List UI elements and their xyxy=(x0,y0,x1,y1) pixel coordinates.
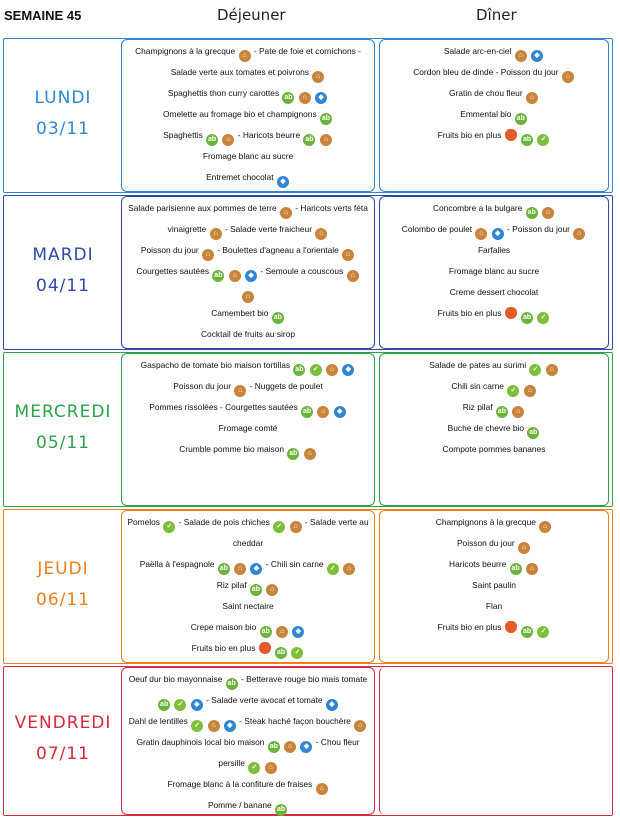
lunch-header: Déjeuner xyxy=(217,6,286,24)
fish-icon: ◆ xyxy=(224,720,236,732)
local-icon: ⌂ xyxy=(539,521,551,533)
menu-line xyxy=(122,125,374,146)
dish-text: Pommes rissolées - Courgettes sautées xyxy=(149,402,301,412)
dish-text xyxy=(518,622,520,632)
dish-text xyxy=(314,402,316,412)
dish-text xyxy=(339,360,341,370)
menu-line xyxy=(380,575,608,596)
menu-line xyxy=(122,324,374,345)
dish-text: Gratin dauphinois local bio maison xyxy=(136,737,267,747)
day-label xyxy=(3,708,123,771)
dish-text xyxy=(272,643,274,653)
dish-text: Fruits bio en plus xyxy=(437,622,504,632)
menu-line xyxy=(380,282,608,303)
local-icon: ⌂ xyxy=(342,249,354,261)
dish-text xyxy=(330,402,332,412)
bio-icon: ab xyxy=(521,312,533,324)
dish-text: Courgettes sautées xyxy=(136,266,212,276)
local-icon: ⌂ xyxy=(210,228,222,240)
bio-icon: ab xyxy=(303,134,315,146)
dish-text: Dahl de lentilles xyxy=(128,716,191,726)
dinner-items xyxy=(380,355,608,460)
local-icon: ⌂ xyxy=(317,406,329,418)
dish-text: Cocktail de fruits au sirop xyxy=(200,329,296,339)
fruit-icon xyxy=(259,642,271,654)
dish-text: Fromage blanc au sucre xyxy=(448,266,540,276)
local-icon: ⌂ xyxy=(229,270,241,282)
bio-icon: ab xyxy=(226,678,238,690)
dish-text: - Chou fleur xyxy=(313,737,360,747)
dish-text xyxy=(488,224,490,234)
local-icon: ⌂ xyxy=(316,783,328,795)
dish-text xyxy=(523,559,525,569)
menu-line xyxy=(122,795,374,816)
dish-text: Champignons à la grecque xyxy=(135,46,238,56)
menu-line xyxy=(380,261,608,282)
day-date: 07/11 xyxy=(36,744,90,765)
dish-text xyxy=(542,360,544,370)
dish-text xyxy=(247,559,249,569)
bio-icon: ab xyxy=(250,584,262,596)
menu-line xyxy=(122,774,374,795)
dish-text: - Poisson du jour xyxy=(504,224,573,234)
dish-text: Fromage blanc à la confiture de fraises xyxy=(167,779,315,789)
menu-line xyxy=(380,617,608,638)
local-icon: ⌂ xyxy=(239,50,251,62)
dish-text: Compote pommes bananes xyxy=(442,444,546,454)
menu-line xyxy=(380,83,608,104)
local-icon: ⌂ xyxy=(515,50,527,62)
day-date: 05/11 xyxy=(36,432,90,453)
local-icon: ⌂ xyxy=(512,406,524,418)
dish-text: Salade parisienne aux pommes de terre xyxy=(128,203,279,213)
dish-text: Buche de chevre bio xyxy=(447,423,527,433)
fish-icon: ◆ xyxy=(492,228,504,240)
bio-icon: ab xyxy=(521,626,533,638)
dish-text: Gratin de chou fleur xyxy=(449,88,525,98)
menu-line xyxy=(380,303,608,324)
local-icon: ⌂ xyxy=(524,385,536,397)
dish-text: Salade de pates au surimi xyxy=(429,360,529,370)
dish-text xyxy=(286,517,288,527)
menu-line xyxy=(122,219,374,240)
local-icon: ⌂ xyxy=(208,720,220,732)
local-icon: ⌂ xyxy=(234,385,246,397)
veg-icon: ✓ xyxy=(174,699,186,711)
dish-text xyxy=(231,559,233,569)
dish-text: Fromage blanc au sucre xyxy=(202,151,294,161)
dish-text: - Nuggets de poulet xyxy=(247,381,323,391)
bio-icon: ab xyxy=(521,134,533,146)
bio-icon: ab xyxy=(260,626,272,638)
dish-text: - Salade verte fraicheur xyxy=(222,224,315,234)
menu-line xyxy=(122,753,374,774)
dish-text: Saint paulin xyxy=(472,580,516,590)
day-label xyxy=(3,240,123,303)
dish-text: Colombo de poulet xyxy=(401,224,475,234)
dish-text xyxy=(300,444,302,454)
dish-text xyxy=(323,360,325,370)
veg-icon: ✓ xyxy=(163,521,175,533)
bio-icon: ab xyxy=(158,699,170,711)
bio-icon: ab xyxy=(510,563,522,575)
bio-icon: ab xyxy=(206,134,218,146)
dish-text: Poisson du jour xyxy=(140,245,201,255)
bio-icon: ab xyxy=(293,364,305,376)
bio-icon: ab xyxy=(282,92,294,104)
dish-text xyxy=(518,308,520,318)
menu-line xyxy=(380,41,608,62)
dish-text: Fruits bio en plus xyxy=(437,130,504,140)
lunch-items xyxy=(122,41,374,188)
dinner-items xyxy=(380,198,608,324)
menu-line xyxy=(122,554,374,575)
fruit-icon xyxy=(505,621,517,633)
dish-text: - Salade de pois chiches xyxy=(176,517,273,527)
menu-line xyxy=(380,533,608,554)
dish-text: Cordon bleu de dinde - Poisson du jour xyxy=(413,67,561,77)
fish-icon: ◆ xyxy=(292,626,304,638)
fish-icon: ◆ xyxy=(191,699,203,711)
dish-text xyxy=(242,266,244,276)
local-icon: ⌂ xyxy=(299,92,311,104)
dish-text: Chili sin carne xyxy=(451,381,507,391)
dish-text: - Boulettes d'agneau a l'orientale xyxy=(214,245,342,255)
menu-line xyxy=(380,104,608,125)
local-icon: ⌂ xyxy=(518,542,530,554)
dish-text: - Betterave rouge bio mais tomate xyxy=(238,674,368,684)
menu-line xyxy=(380,240,608,261)
menu-line xyxy=(122,690,374,711)
dish-text xyxy=(281,737,283,747)
dish-text: Haricots beurre xyxy=(449,559,509,569)
menu-line xyxy=(122,376,374,397)
veg-icon: ✓ xyxy=(273,521,285,533)
dish-text: Entremet chocolat xyxy=(206,172,276,182)
bio-icon: ab xyxy=(527,427,539,439)
dish-text xyxy=(518,130,520,140)
menu-line xyxy=(122,355,374,376)
dish-text xyxy=(219,130,221,140)
week-label: SEMAINE 45 xyxy=(4,8,82,23)
menu-line xyxy=(122,418,374,439)
veg-icon: ✓ xyxy=(327,563,339,575)
menu-line xyxy=(122,167,374,188)
dish-text xyxy=(187,695,189,705)
dish-text: Poisson du jour xyxy=(456,538,518,548)
menu-line xyxy=(122,512,374,533)
dish-text: - Chili sin carne xyxy=(263,559,326,569)
lunch-items xyxy=(122,669,374,816)
dish-text xyxy=(534,130,536,140)
menu-line xyxy=(122,41,374,62)
menu-line xyxy=(380,397,608,418)
dish-text: Crepe maison bio xyxy=(190,622,259,632)
fruit-icon xyxy=(505,129,517,141)
dish-text xyxy=(289,622,291,632)
local-icon: ⌂ xyxy=(222,134,234,146)
dish-text: Omelette au fromage bio et champignons xyxy=(163,109,319,119)
dish-text: - Pate de foie et cornichons - xyxy=(251,46,361,56)
local-icon: ⌂ xyxy=(312,71,324,83)
local-icon: ⌂ xyxy=(546,364,558,376)
dish-text: - Semoule a couscous xyxy=(258,266,346,276)
local-icon: ⌂ xyxy=(290,521,302,533)
bio-icon: ab xyxy=(275,804,287,816)
dish-text xyxy=(509,402,511,412)
lunch-items xyxy=(122,198,374,345)
bio-icon: ab xyxy=(287,448,299,460)
menu-line xyxy=(380,554,608,575)
dish-text: Crumble pomme bio maison xyxy=(179,444,287,454)
dish-text xyxy=(340,559,342,569)
dish-text: vinaigrette xyxy=(167,224,209,234)
dish-text: Salade arc-en-ciel xyxy=(443,46,514,56)
dish-text xyxy=(221,716,223,726)
dish-text xyxy=(534,308,536,318)
dish-text xyxy=(295,88,297,98)
local-icon: ⌂ xyxy=(526,92,538,104)
menu-line xyxy=(122,711,374,732)
dish-text: Concombre a la bulgare xyxy=(432,203,525,213)
dish-text: Paëlla à l'espagnole xyxy=(139,559,217,569)
menu-line xyxy=(122,617,374,638)
dish-text: cheddar xyxy=(232,538,264,548)
day-name: MARDI xyxy=(32,244,94,265)
dish-text: Farfalles xyxy=(477,245,511,255)
local-icon: ⌂ xyxy=(320,134,332,146)
day-label xyxy=(3,397,123,460)
dish-text: Riz pilaf xyxy=(216,580,249,590)
dish-text: Pomelos xyxy=(127,517,163,527)
lunch-items xyxy=(122,512,374,659)
day-name: MERCREDI xyxy=(14,401,112,422)
veg-icon: ✓ xyxy=(537,312,549,324)
dish-text: Champignons à la grecque xyxy=(435,517,539,527)
day-label xyxy=(3,554,123,617)
dish-text xyxy=(225,266,227,276)
veg-icon: ✓ xyxy=(537,134,549,146)
menu-line xyxy=(122,669,374,690)
veg-icon: ✓ xyxy=(537,626,549,638)
menu-line xyxy=(122,282,374,303)
fish-icon: ◆ xyxy=(334,406,346,418)
menu-line xyxy=(122,439,374,460)
veg-icon: ✓ xyxy=(291,647,303,659)
fish-icon: ◆ xyxy=(300,741,312,753)
fish-icon: ◆ xyxy=(250,563,262,575)
dish-text: - Haricots verts féta xyxy=(292,203,368,213)
dinner-items xyxy=(380,512,608,638)
bio-icon: ab xyxy=(301,406,313,418)
dish-text xyxy=(273,622,275,632)
menu-line xyxy=(122,732,374,753)
dish-text: Creme dessert chocolat xyxy=(449,287,539,297)
lunch-items xyxy=(122,355,374,460)
dish-text xyxy=(534,622,536,632)
dish-text: Spaghettis xyxy=(163,130,206,140)
local-icon: ⌂ xyxy=(276,626,288,638)
dish-text xyxy=(263,580,265,590)
dish-text xyxy=(520,381,522,391)
fish-icon: ◆ xyxy=(326,699,338,711)
dish-text: Pomme / banane xyxy=(207,800,275,810)
menu-line xyxy=(380,355,608,376)
menu-line xyxy=(380,219,608,240)
veg-icon: ✓ xyxy=(529,364,541,376)
local-icon: ⌂ xyxy=(266,584,278,596)
dish-text xyxy=(528,46,530,56)
local-icon: ⌂ xyxy=(343,563,355,575)
local-icon: ⌂ xyxy=(234,563,246,575)
day-date: 04/11 xyxy=(36,275,90,296)
dish-text xyxy=(316,130,318,140)
veg-icon: ✓ xyxy=(248,762,260,774)
dish-text: Emmental bio xyxy=(460,109,514,119)
menu-line xyxy=(122,198,374,219)
dish-text: - Steak haché façon bouchère xyxy=(236,716,354,726)
dish-text: Spaghettis thon curry carottes xyxy=(167,88,282,98)
dish-text xyxy=(288,643,290,653)
local-icon: ⌂ xyxy=(573,228,585,240)
dish-text: Salade verte aux tomates et poivrons xyxy=(170,67,312,77)
dish-text xyxy=(306,360,308,370)
dish-text: Camembert bio xyxy=(211,308,271,318)
day-date: 03/11 xyxy=(36,118,90,139)
day-label xyxy=(3,83,123,146)
fruit-icon xyxy=(505,307,517,319)
day-name: LUNDI xyxy=(34,87,92,108)
menu-line xyxy=(122,83,374,104)
local-icon: ⌂ xyxy=(304,448,316,460)
veg-icon: ✓ xyxy=(507,385,519,397)
menu-line xyxy=(380,125,608,146)
menu-line xyxy=(380,376,608,397)
local-icon: ⌂ xyxy=(562,71,574,83)
local-icon: ⌂ xyxy=(242,291,254,303)
bio-icon: ab xyxy=(275,647,287,659)
bio-icon: ab xyxy=(526,207,538,219)
menu-line xyxy=(122,303,374,324)
dish-text: Flan xyxy=(485,601,503,611)
dish-text: Riz pilaf xyxy=(462,402,495,412)
day-name: JEUDI xyxy=(37,558,89,579)
local-icon: ⌂ xyxy=(315,228,327,240)
dinner-cell xyxy=(379,667,609,815)
menu-line xyxy=(380,439,608,460)
menu-line xyxy=(122,146,374,167)
local-icon: ⌂ xyxy=(347,270,359,282)
day-date: 06/11 xyxy=(36,589,90,610)
menu-line xyxy=(122,533,374,554)
menu-line xyxy=(380,198,608,219)
menu-line xyxy=(122,62,374,83)
dish-text: Oeuf dur bio mayonnaise xyxy=(128,674,225,684)
bio-icon: ab xyxy=(272,312,284,324)
menu-line xyxy=(380,596,608,617)
menu-line xyxy=(122,104,374,125)
dish-text xyxy=(204,716,206,726)
dish-text: persille xyxy=(218,758,248,768)
fish-icon: ◆ xyxy=(315,92,327,104)
local-icon: ⌂ xyxy=(526,563,538,575)
dish-text xyxy=(312,88,314,98)
bio-icon: ab xyxy=(212,270,224,282)
dish-text xyxy=(171,695,173,705)
menu-line xyxy=(122,596,374,617)
local-icon: ⌂ xyxy=(280,207,292,219)
dish-text: - Salade verte au xyxy=(302,517,369,527)
dinner-header: Dîner xyxy=(476,6,517,24)
menu-line xyxy=(380,512,608,533)
dish-text: Fruits bio en plus xyxy=(191,643,258,653)
dish-text: Fromage comté xyxy=(218,423,278,433)
local-icon: ⌂ xyxy=(354,720,366,732)
dish-text: Fruits bio en plus xyxy=(437,308,504,318)
menu-line xyxy=(122,575,374,596)
fish-icon: ◆ xyxy=(277,176,289,188)
menu-line xyxy=(122,397,374,418)
local-icon: ⌂ xyxy=(475,228,487,240)
dish-text: - Salade verte avocat et tomate xyxy=(203,695,325,705)
fish-icon: ◆ xyxy=(342,364,354,376)
bio-icon: ab xyxy=(320,113,332,125)
menu-line xyxy=(122,240,374,261)
veg-icon: ✓ xyxy=(191,720,203,732)
dish-text: Gaspacho de tomate bio maison tortillas xyxy=(140,360,293,370)
dish-text xyxy=(539,203,541,213)
dish-text xyxy=(297,737,299,747)
menu-line xyxy=(380,62,608,83)
dish-text: - Haricots beurre xyxy=(235,130,303,140)
dish-text: Saint nectaire xyxy=(222,601,274,611)
bio-icon: ab xyxy=(515,113,527,125)
local-icon: ⌂ xyxy=(265,762,277,774)
dish-text xyxy=(261,758,263,768)
veg-icon: ✓ xyxy=(310,364,322,376)
dish-text: Poisson du jour xyxy=(173,381,234,391)
day-name: VENDREDI xyxy=(14,713,112,733)
menu-line xyxy=(122,638,374,659)
bio-icon: ab xyxy=(496,406,508,418)
fish-icon: ◆ xyxy=(531,50,543,62)
bio-icon: ab xyxy=(268,741,280,753)
menu-line xyxy=(380,418,608,439)
local-icon: ⌂ xyxy=(284,741,296,753)
local-icon: ⌂ xyxy=(202,249,214,261)
local-icon: ⌂ xyxy=(542,207,554,219)
dinner-items xyxy=(380,41,608,146)
menu-line xyxy=(122,261,374,282)
local-icon: ⌂ xyxy=(326,364,338,376)
bio-icon: ab xyxy=(218,563,230,575)
fish-icon: ◆ xyxy=(245,270,257,282)
